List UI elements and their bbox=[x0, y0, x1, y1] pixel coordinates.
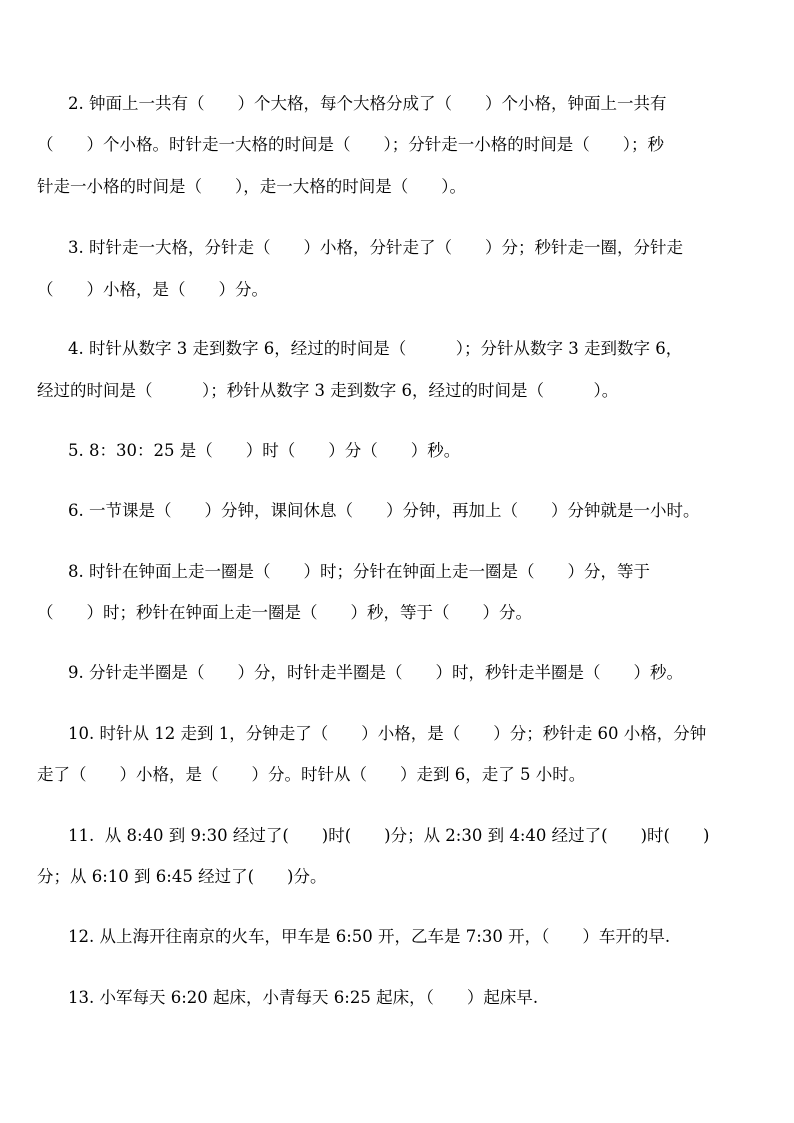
question-8-line-2: （ ）时；秒针在钟面上走一圈是（ ）秒，等于（ ）分。 bbox=[37, 603, 532, 622]
question-3-line-1: 3. 时针走一大格，分针走（ ）小格，分针走了（ ）分；秒针走一圈，分针走 bbox=[68, 238, 683, 257]
question-12-line-1: 12. 从上海开往南京的火车，甲车是 6:50 开，乙车是 7:30 开，（ ）车开的早. bbox=[68, 927, 671, 946]
question-6-line-1: 6. 一节课是（ ）分钟，课间休息（ ）分钟，再加上（ ）分钟就是一小时。 bbox=[68, 501, 700, 520]
question-3-line-2: （ ）小格，是（ ）分。 bbox=[37, 280, 268, 299]
question-11-line-1: 11. 从 8:40 到 9:30 经过了( )时( )分；从 2:30 到 4:40 经过了( )时( ) bbox=[68, 826, 710, 845]
question-10-line-2: 走了（ ）小格，是（ ）分。时针从（ ）走到 6，走了 5 小时。 bbox=[37, 765, 586, 784]
question-8-line-1: 8. 时针在钟面上走一圈是（ ）时；分针在钟面上走一圈是（ ）分，等于 bbox=[68, 562, 650, 581]
question-2-line-3: 针走一小格的时间是（ ），走一大格的时间是（ ）。 bbox=[37, 177, 466, 196]
question-2-line-1: 2. 钟面上一共有（ ）个大格，每个大格分成了（ ）个小格，钟面上一共有 bbox=[68, 94, 667, 113]
question-9-line-1: 9. 分针走半圈是（ ）分，时针走半圈是（ ）时，秒针走半圈是（ ）秒。 bbox=[68, 663, 683, 682]
question-13-line-1: 13. 小军每天 6:20 起床，小青每天 6:25 起床，（ ）起床早. bbox=[68, 988, 539, 1007]
question-4-line-1: 4. 时针从数字 3 走到数字 6，经过的时间是（ ）；分针从数字 3 走到数字 6， bbox=[68, 339, 683, 358]
question-2-line-2: （ ）个小格。时针走一大格的时间是（ ）；分针走一小格的时间是（ ）；秒 bbox=[37, 135, 664, 154]
question-4-line-2: 经过的时间是（ ）；秒针从数字 3 走到数字 6，经过的时间是（ ）。 bbox=[37, 381, 619, 400]
question-11-line-2: 分；从 6:10 到 6:45 经过了( )分。 bbox=[37, 867, 327, 886]
question-10-line-1: 10. 时针从 12 走到 1，分钟走了（ ）小格，是（ ）分；秒针走 60 小格，分钟 bbox=[68, 724, 707, 743]
question-5-line-1: 5. 8：30：25 是（ ）时（ ）分（ ）秒。 bbox=[68, 441, 461, 460]
